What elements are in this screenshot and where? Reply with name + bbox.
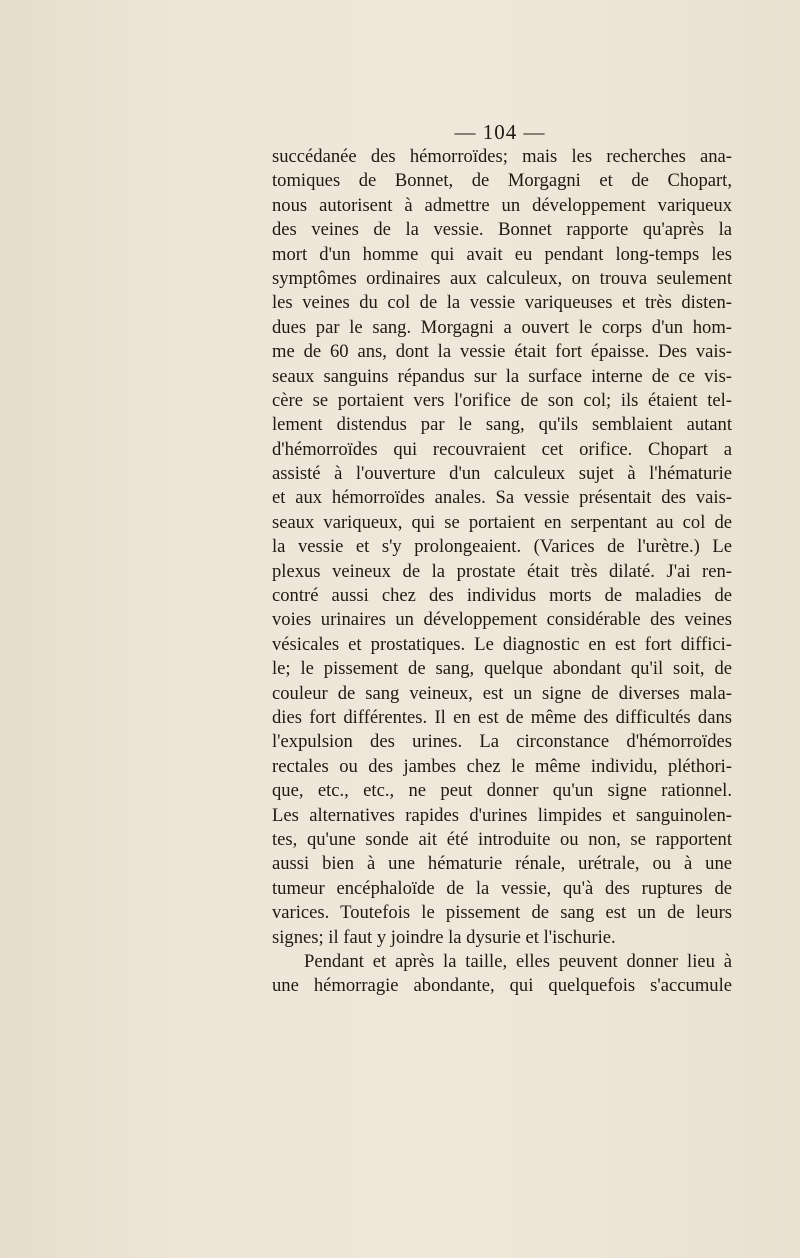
text-line: succédanée des hémorroïdes; mais les recherches ana- (272, 146, 732, 167)
text-line: aussi bien à une hématurie rénale, urétrale, ou à une (272, 853, 732, 875)
text-line: vésicales et prostatiques. Le diagnostic en est fort diffici- (272, 633, 732, 655)
text-line: rectales ou des jambes chez le même individu, pléthori- (272, 755, 732, 777)
text-line: une hémorragie abondante, qui quelquefois s'accumule (272, 975, 732, 997)
text-line: des veines de la vessie. Bonnet rapporte qu'après la (272, 219, 732, 241)
text-line: symptômes ordinaires aux calculeux, on trouva seulement (272, 267, 732, 289)
text-line: nous autorisent à admettre un développement variqueux (272, 194, 732, 216)
text-line: seaux sanguins répandus sur la surface interne de ce vis- (272, 365, 732, 387)
text-line: couleur de sang veineux, est un signe de diverses mala- (272, 682, 732, 704)
text-line: tomiques de Bonnet, de Morgagni et de Chopart, (272, 170, 732, 192)
text-line: contré aussi chez des individus morts de maladies de (272, 585, 732, 607)
text-line: lement distendus par le sang, qu'ils semblaient autant (272, 414, 732, 436)
text-line: dues par le sang. Morgagni a ouvert le corps d'un hom- (272, 316, 732, 338)
text-line: l'expulsion des urines. La circonstance d'hémorroïdes (272, 731, 732, 753)
text-line: le; le pissement de sang, quelque abondant qu'il soit, de (272, 658, 732, 680)
body-text (272, 145, 732, 999)
text-line: que, etc., etc., ne peut donner qu'un signe rationnel. (272, 780, 732, 802)
text-line: assisté à l'ouverture d'un calculeux sujet à l'hématurie (272, 463, 732, 485)
text-line: d'hémorroïdes qui recouvraient cet orifice. Chopart a (272, 438, 732, 460)
page-number: — 104 — (454, 120, 546, 144)
text-line: tes, qu'une sonde ait été introduite ou non, se rapportent (272, 828, 732, 850)
text-line: tumeur encéphaloïde de la vessie, qu'à des ruptures de (272, 877, 732, 899)
text-line: signes; il faut y joindre la dysurie et l'ischurie. (272, 926, 616, 948)
text-line: me de 60 ans, dont la vessie était fort épaisse. Des vais- (272, 341, 732, 363)
text-line: voies urinaires un développement considérable des veines (272, 609, 732, 631)
text-line: Pendant et après la taille, elles peuvent donner lieu à (304, 950, 732, 972)
text-line: plexus veineux de la prostate était très dilaté. J'ai ren- (272, 560, 732, 582)
text-line: dies fort différentes. Il en est de même des difficultés dans (272, 706, 732, 728)
text-line: Les alternatives rapides d'urines limpides et sanguinolen- (272, 804, 732, 826)
text-line: seaux variqueux, qui se portaient en serpentant au col de (272, 511, 732, 533)
text-line: la vessie et s'y prolongeaient. (Varices de l'urètre.) Le (272, 536, 732, 558)
text-line: cère se portaient vers l'orifice de son col; ils étaient tel- (272, 389, 732, 411)
text-line: varices. Toutefois le pissement de sang est un de leurs (272, 902, 732, 924)
text-line: mort d'un homme qui avait eu pendant long-temps les (272, 243, 732, 265)
text-line: les veines du col de la vessie variqueuses et très disten- (272, 292, 732, 314)
text-line: et aux hémorroïdes anales. Sa vessie présentait des vais- (272, 487, 732, 509)
